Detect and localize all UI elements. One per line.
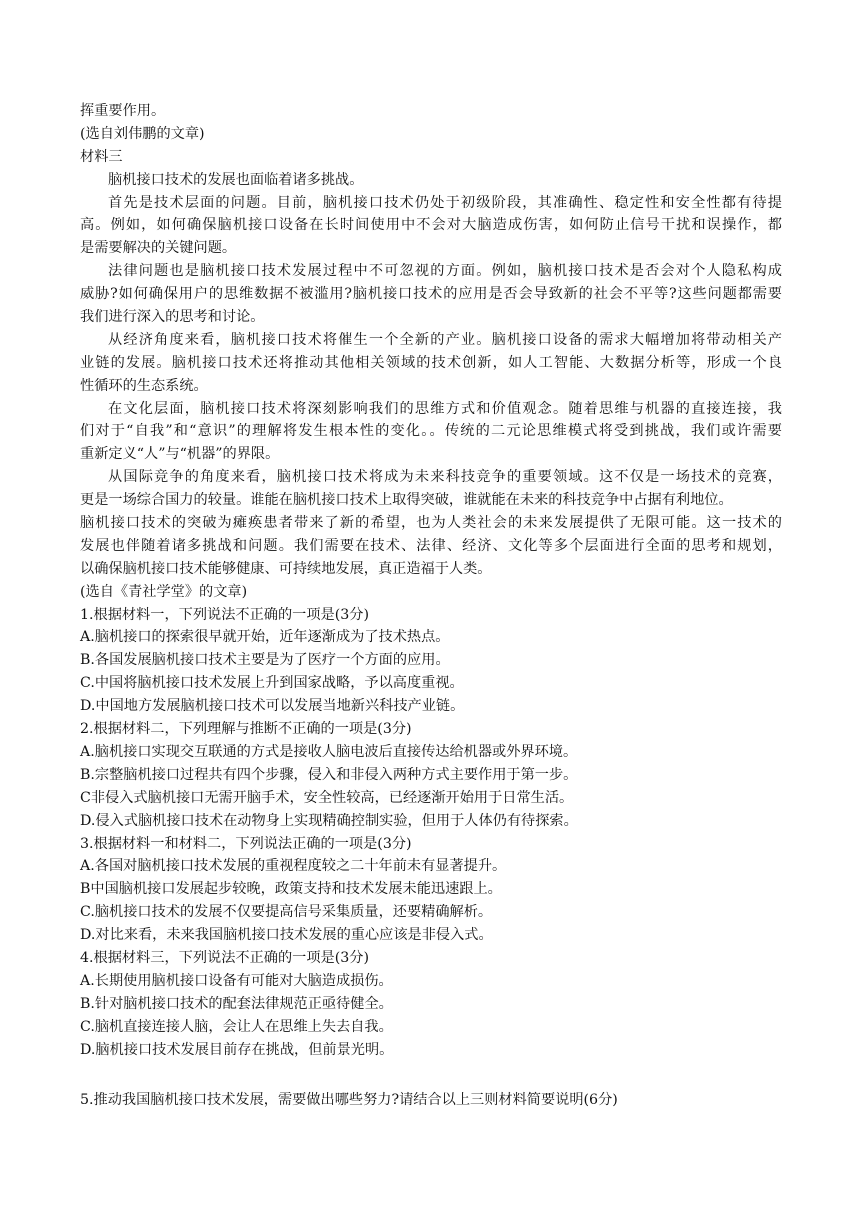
text-line: 性循环的生态系统。 xyxy=(80,377,208,394)
question-stem: 4.根据材料三，下列说法不正确的一项是(3分) xyxy=(80,949,370,966)
question-4 xyxy=(80,947,782,1061)
paragraph xyxy=(80,398,782,467)
closing-paragraph xyxy=(80,512,782,604)
question-3 xyxy=(80,833,782,947)
text-line: 从经济角度来看，脑机接口技术将催生一个全新的产业。脑机接口设备的需求大幅增加将带动相关产 xyxy=(108,331,782,348)
source-note: (选自刘伟鹏的文章) xyxy=(80,125,205,142)
text-line: 高。例如，如何确保脑机接口设备在长时间使用中不会对大脑造成伤害，如何防止信号干扰和误操作，都 xyxy=(80,217,782,234)
source-note: (选自《青社学堂》的文章) xyxy=(80,583,248,600)
question-stem: 2.根据材料二，下列理解与推断不正确的一项是(3分) xyxy=(80,721,412,738)
text-line: 脑机接口技术的突破为瘫痪患者带来了新的希望，也为人类社会的未来发展提供了无限可能。这一技术的 xyxy=(80,515,782,532)
text-line: 从国际竞争的角度来看，脑机接口技术将成为未来科技竞争的重要领域。这不仅是一场技术的竞赛， xyxy=(108,469,782,486)
answer-option: B.各国发展脑机接口技术主要是为了医疗一个方面的应用。 xyxy=(80,652,450,669)
answer-option: B.针对脑机接口技术的配套法律规范正亟待健全。 xyxy=(80,995,393,1012)
document-body xyxy=(80,100,782,1112)
answer-option: A.脑机接口的探索很早就开始，近年逐渐成为了技术热点。 xyxy=(80,629,450,646)
text-line: 首先是技术层面的问题。目前，脑机接口技术仍处于初级阶段，其准确性、稳定性和安全性都有待提 xyxy=(108,194,782,211)
answer-option: B.宗整脑机接口过程共有四个步骤，侵入和非侵入两种方式主要作用于第一步。 xyxy=(80,766,578,783)
question-stem: 1.根据材料一，下列说法不正确的一项是(3分) xyxy=(80,606,370,623)
section-heading: 材料三 xyxy=(80,148,123,165)
answer-option: C.脑机接口技术的发展不仅要提高信号采集质量，还要精确解析。 xyxy=(80,904,493,921)
text-line: 我们进行深入的思考和讨论。 xyxy=(80,309,265,326)
spacer xyxy=(80,1061,782,1089)
question-5-stem: 5.推动我国脑机接口技术发展，需要做出哪些努力?请结合以上三则材料简要说明(6分) xyxy=(80,1092,618,1109)
paragraph xyxy=(80,169,782,192)
answer-option: A.长期使用脑机接口设备有可能对大脑造成损伤。 xyxy=(80,972,393,989)
text-line: 业链的发展。脑机接口技术还将推动其他相关领域的技术创新，如人工智能、大数据分析等，形成一个良 xyxy=(80,354,782,371)
paragraph xyxy=(80,329,782,398)
text-line: 发展也伴随着诸多挑战和问题。我们需要在技术、法律、经济、文化等多个层面进行全面的思考和规划， xyxy=(80,537,782,554)
text-line: 重新定义“人”与“机器”的界限。 xyxy=(80,446,280,463)
text-line: 在文化层面，脑机接口技术将深刻影响我们的思维方式和价值观念。随着思维与机器的直接连接，我 xyxy=(108,400,782,417)
answer-option: D.对比来看，未来我国脑机接口技术发展的重心应该是非侵入式。 xyxy=(80,927,493,944)
question-2 xyxy=(80,718,782,832)
paragraph xyxy=(80,260,782,329)
text-line: 以确保脑机接口技术能够健康、可持续地发展，真正造福于人类。 xyxy=(80,560,492,577)
answer-option: A.脑机接口实现交互联通的方式是接收人脑电波后直接传达给机器或外界环境。 xyxy=(80,743,578,760)
text-line: 是需要解决的关键问题。 xyxy=(80,240,237,257)
question-stem: 3.根据材料一和材料二，下列说法正确的一项是(3分) xyxy=(80,835,412,852)
text-line: 法律问题也是脑机接口技术发展过程中不可忽视的方面。例如，脑机接口技术是否会对个人隐私构成 xyxy=(108,263,782,280)
text-line: 们对于“自我”和“意识”的理解将发生根本性的变化。。传统的二元论思维模式将受到挑战，我们或许需要 xyxy=(80,423,782,440)
text-line: 脑机接口技术的发展也面临着诸多挑战。 xyxy=(108,171,364,188)
answer-option: C非侵入式脑机接口无需开脑手术，安全性较高，已经逐渐开始用于日常生活。 xyxy=(80,789,574,806)
answer-option: D.脑机接口技术发展目前存在挑战，但前景光明。 xyxy=(80,1041,394,1058)
text-line: 挥重要作用。 xyxy=(80,103,166,119)
answer-option: C.中国将脑机接口技术发展上升到国家战略，予以高度重视。 xyxy=(80,675,464,692)
answer-option: B中国脑机接口发展起步较晚，政策支持和技术发展未能迅速跟上。 xyxy=(80,881,502,898)
answer-option: D.侵入式脑机接口技术在动物身上实现精确控制实验，但用于人体仍有待探索。 xyxy=(80,812,578,829)
answer-option: D.中国地方发展脑机接口技术可以发展当地新兴科技产业链。 xyxy=(80,698,465,715)
paragraph xyxy=(80,192,782,261)
question-1 xyxy=(80,604,782,718)
answer-option: A.各国对脑机接口技术发展的重视程度较之二十年前未有显著提升。 xyxy=(80,858,507,875)
answer-option: C.脑机直接连接人脑，会让人在思维上失去自我。 xyxy=(80,1018,393,1035)
text-line: 威胁?如何确保用户的思维数据不被滥用?脑机接口技术的应用是否会导致新的社会不平等?这些问题都需要 xyxy=(80,286,782,303)
text-line: 更是一场综合国力的较量。谁能在脑机接口技术上取得突破，谁就能在未来的科技竞争中占据有利地位。 xyxy=(80,492,733,509)
paragraph xyxy=(80,466,782,512)
